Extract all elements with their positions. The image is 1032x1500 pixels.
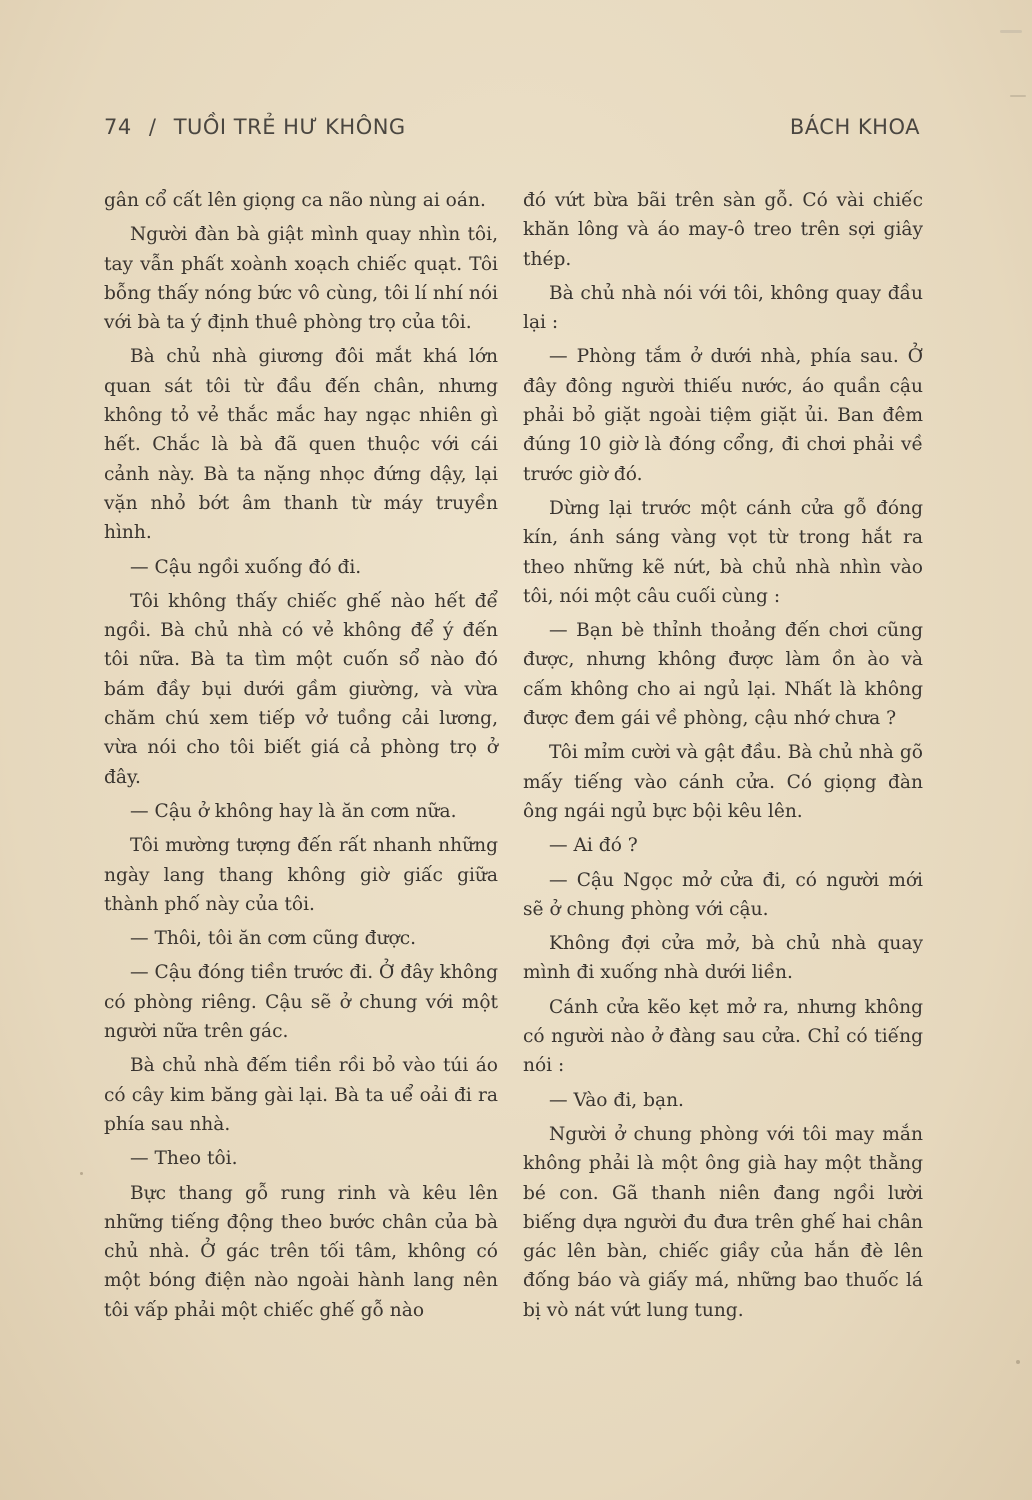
paragraph: Bà chủ nhà nói với tôi, không quay đầu lại : <box>523 282 923 334</box>
paragraph: Bà chủ nhà giương đôi mắt khá lớn quan sát tôi từ đầu đến chân, nhưng không tỏ vẻ thắc mắc hay ngạc nhiên gì hết. Chắc là bà đã quen thuộc với cái cảnh này. Bà ta nặng nhọc đứng dậy, lại vặn nhỏ bớt âm thanh từ máy truyền hình. <box>104 346 498 544</box>
paragraph: Tôi mường tượng đến rất nhanh những ngày lang thang không giờ giấc giữa thành phố này của tôi. <box>104 835 498 915</box>
running-title: TUỒI TRẺ HƯ KHÔNG <box>173 115 406 139</box>
header-left <box>104 115 416 139</box>
left-column <box>104 186 498 1330</box>
dialog-line: — Cậu ngồi xuống đó đi. <box>130 556 362 578</box>
dialog-line: — Theo tôi. <box>130 1148 238 1170</box>
dialog-line: — Phòng tắm ở dưới nhà, phía sau. Ở đây đông người thiếu nước, áo quần cậu phải bỏ giặt ngoài tiệm giặt ủi. Ban đêm đúng 10 giờ là đóng cổng, đi chơi phải về trước giờ đó. <box>523 346 923 485</box>
paragraph: Cánh cửa kẽo kẹt mở ra, nhưng không có người nào ở đàng sau cửa. Chỉ có tiếng nói : <box>523 996 923 1077</box>
dialog-line: — Cậu Ngọc mở cửa đi, có người mới sẽ ở chung phòng với cậu. <box>523 869 923 920</box>
paragraph: Bà chủ nhà đếm tiền rồi bỏ vào túi áo có cây kim băng gài lại. Bà ta uể oải đi ra phía sau nhà. <box>104 1055 498 1135</box>
paragraph: Dừng lại trước một cánh cửa gỗ đóng kín, ánh sáng vàng vọt từ trong hắt ra theo những kẽ nứt, bà chủ nhà nhìn vào tôi, nói một câu cuối cùng : <box>523 497 923 607</box>
magazine-name: BÁCH KHOA <box>789 115 920 139</box>
right-column <box>523 186 923 1330</box>
paper-mark <box>1010 95 1026 97</box>
dialog-line: — Thôi, tôi ăn cơm cũng được. <box>130 928 417 950</box>
paragraph: Bực thang gỗ rung rinh và kêu lên những tiếng động theo bước chân của bà chủ nhà. Ở gác trên tối tâm, không có một bóng điện nào ngoài hành lang nên tôi vấp phải một chiếc ghế gỗ nào <box>104 1182 498 1321</box>
dialog-line: — Vào đi, bạn. <box>549 1089 684 1111</box>
paragraph: Người đàn bà giật mình quay nhìn tôi, tay vẫn phất xoành xoạch chiếc quạt. Tôi bỗng thấy nóng bức vô cùng, tôi lí nhí nói với bà ta ý định thuê phòng trọ của tôi. <box>104 224 498 334</box>
page-number: 74 <box>104 115 132 139</box>
paragraph: đó vứt bừa bãi trên sàn gỗ. Có vài chiếc khăn lông và áo may-ô treo trên sợi giây thép. <box>523 190 923 270</box>
dialog-line: — Cậu đóng tiền trước đi. Ở đây không có phòng riêng. Cậu sẽ ở chung với một người nữa trên gác. <box>104 962 498 1043</box>
paragraph: Người ở chung phòng với tôi may mắn không phải là một ông già hay một thằng bé con. Gã thanh niên đang ngồi lười biếng dựa người đu đưa trên ghế hai chân gác lên bàn, chiếc giầy của hắn đè lên đống báo và giấy má, những bao thuốc lá bị vò nát vứt lung tung. <box>523 1123 923 1321</box>
dialog-line: — Bạn bè thỉnh thoảng đến chơi cũng được, nhưng không được làm ồn ào và cấm không cho ai ngủ lại. Nhất là không được đem gái về phòng, cậu nhớ chưa ? <box>523 620 923 730</box>
page-header <box>104 112 920 142</box>
header-separator: / <box>148 115 157 139</box>
dialog-line: — Ai đó ? <box>549 835 638 857</box>
paper-mark <box>1016 1360 1020 1364</box>
dialog-line: — Cậu ở không hay là ăn cơm nữa. <box>130 800 457 822</box>
paragraph: Không đợi cửa mở, bà chủ nhà quay mình đi xuống nhà dưới liền. <box>523 933 923 984</box>
paragraph: gân cổ cất lên giọng ca não nùng ai oán. <box>104 190 486 211</box>
paragraph: Tôi mỉm cười và gật đầu. Bà chủ nhà gõ mấy tiếng vào cánh cửa. Có giọng đàn ông ngái ngủ bực bội kêu lên. <box>523 742 923 822</box>
paper-mark <box>80 1172 83 1175</box>
paragraph: Tôi không thấy chiếc ghế nào hết để ngồi. Bà chủ nhà có vẻ không để ý đến tôi nữa. Bà ta tìm một cuốn sổ nào đó bám đầy bụi dưới gầm giường, và vừa chăm chú xem tiếp vở tuồng cải lương, vừa nói cho tôi biết giá cả phòng trọ ở đây. <box>104 590 498 788</box>
paper-mark <box>1000 30 1022 33</box>
